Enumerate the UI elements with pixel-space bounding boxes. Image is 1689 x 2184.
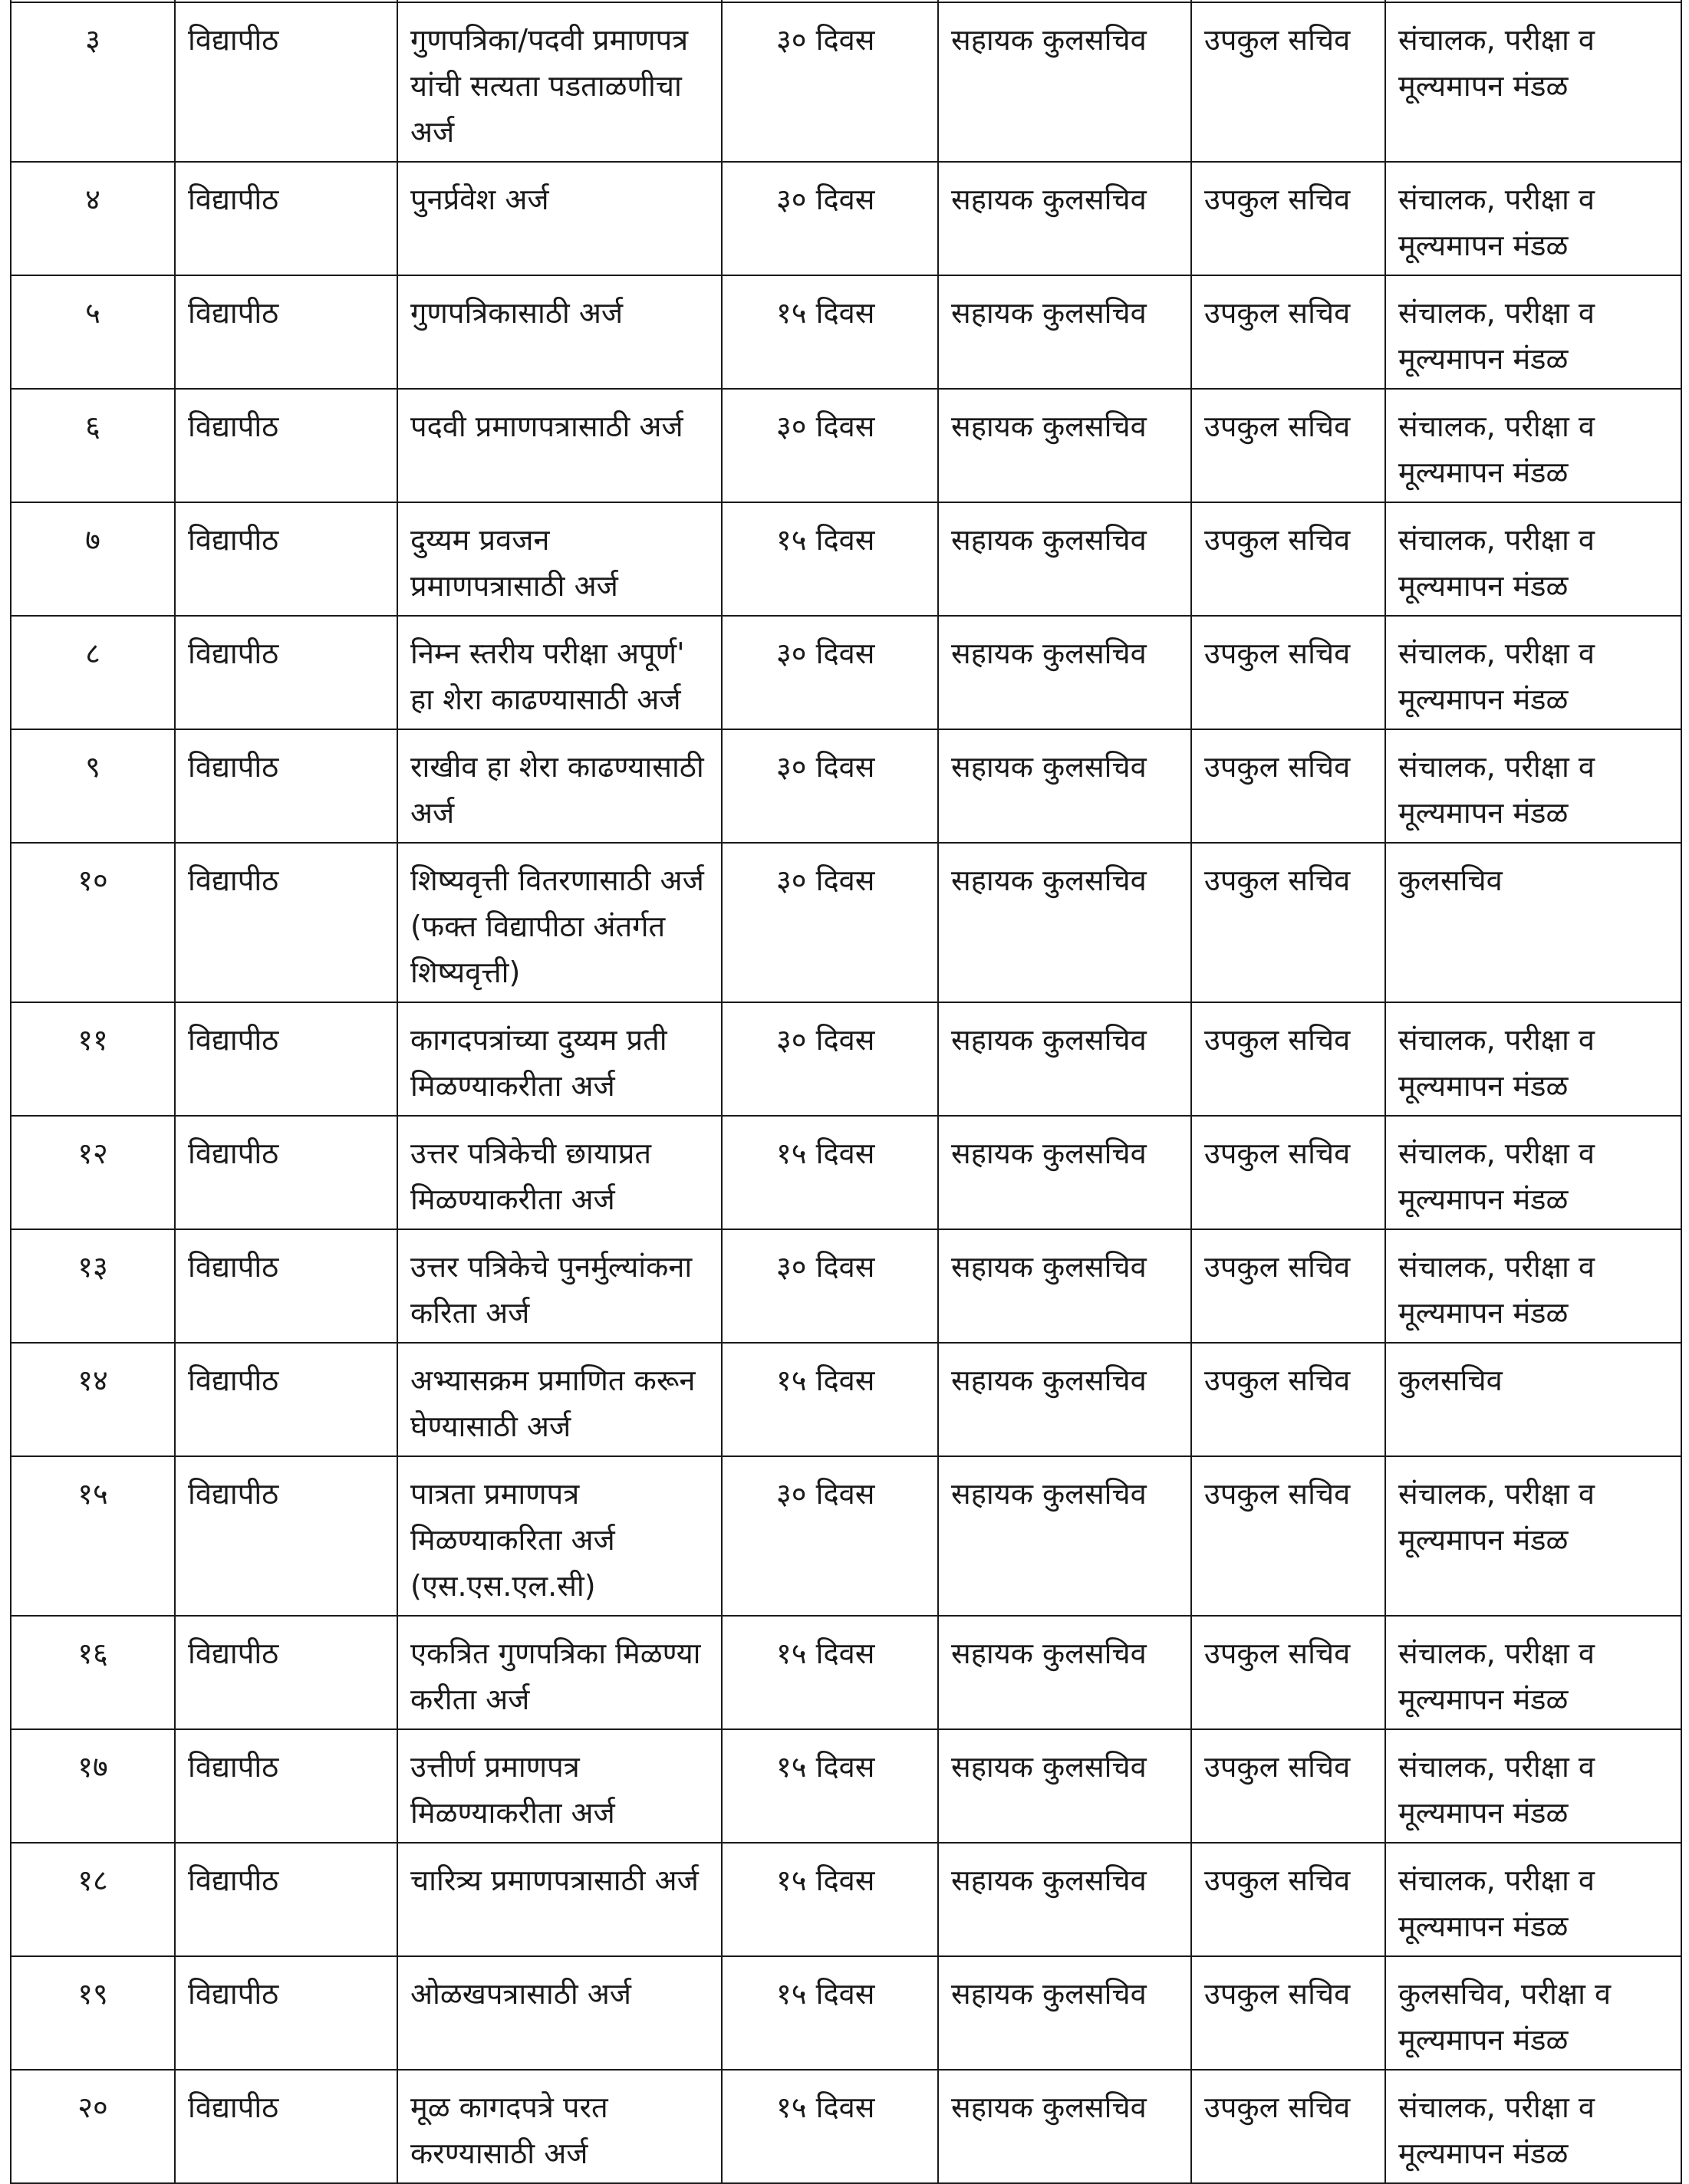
cell-designated-officer: सहायक कुलसचिव	[938, 162, 1191, 275]
cell-office: विद्यापीठ	[175, 1843, 397, 1956]
cell-designated-officer: सहायक कुलसचिव	[938, 1116, 1191, 1229]
table-row	[11, 275, 1681, 389]
cell-time-limit: १५ दिवस	[722, 2070, 938, 2183]
cell-first-appellate: उपकुल सचिव	[1191, 275, 1385, 389]
cell-serial-number: ११	[11, 1002, 175, 1116]
cell-designated-officer: सहायक कुलसचिव	[938, 275, 1191, 389]
cell-designated-officer: सहायक कुलसचिव	[938, 843, 1191, 1002]
table-row	[11, 1116, 1681, 1229]
cell-second-appellate: संचालक, परीक्षा व मूल्यमापन मंडळ	[1385, 275, 1681, 389]
table-row	[11, 2070, 1681, 2183]
cell-office: विद्यापीठ	[175, 1456, 397, 1616]
cell-second-appellate: संचालक, परीक्षा व मूल्यमापन मंडळ	[1385, 1456, 1681, 1616]
cell-service: राखीव हा शेरा काढण्यासाठी अर्ज	[397, 729, 722, 843]
cell-service: कागदपत्रांच्या दुय्यम प्रती मिळण्याकरीता अर्ज	[397, 1002, 722, 1116]
cell-second-appellate: संचालक, परीक्षा व मूल्यमापन मंडळ	[1385, 1616, 1681, 1729]
cell-time-limit: ३० दिवस	[722, 1456, 938, 1616]
cell-time-limit: ३० दिवस	[722, 1002, 938, 1116]
table-row	[11, 2, 1681, 162]
cell-first-appellate: उपकुल सचिव	[1191, 502, 1385, 616]
table-row	[11, 1956, 1681, 2070]
cell-second-appellate: संचालक, परीक्षा व मूल्यमापन मंडळ	[1385, 1229, 1681, 1343]
cell-time-limit: १५ दिवस	[722, 502, 938, 616]
cell-first-appellate: उपकुल सचिव	[1191, 1002, 1385, 1116]
cell-designated-officer: सहायक कुलसचिव	[938, 1616, 1191, 1729]
cell-office: विद्यापीठ	[175, 1116, 397, 1229]
cell-time-limit: ३० दिवस	[722, 2, 938, 162]
cell-office: विद्यापीठ	[175, 389, 397, 502]
cell-designated-officer: सहायक कुलसचिव	[938, 1002, 1191, 1116]
table-row	[11, 1343, 1681, 1456]
cell-second-appellate: कुलसचिव, परीक्षा व मूल्यमापन मंडळ	[1385, 1956, 1681, 2070]
cell-designated-officer: सहायक कुलसचिव	[938, 2, 1191, 162]
table-row	[11, 1229, 1681, 1343]
cell-service: चारित्र्य प्रमाणपत्रासाठी अर्ज	[397, 1843, 722, 1956]
table-row	[11, 162, 1681, 275]
cell-second-appellate: संचालक, परीक्षा व मूल्यमापन मंडळ	[1385, 162, 1681, 275]
cell-serial-number: १४	[11, 1343, 175, 1456]
cell-service: उत्तीर्ण प्रमाणपत्र मिळण्याकरीता अर्ज	[397, 1729, 722, 1843]
cell-service: पदवी प्रमाणपत्रासाठी अर्ज	[397, 389, 722, 502]
cell-office: विद्यापीठ	[175, 1729, 397, 1843]
cell-designated-officer: सहायक कुलसचिव	[938, 2070, 1191, 2183]
cell-first-appellate: उपकुल सचिव	[1191, 1616, 1385, 1729]
cell-serial-number: १०	[11, 843, 175, 1002]
cell-designated-officer: सहायक कुलसचिव	[938, 1229, 1191, 1343]
table-row	[11, 1456, 1681, 1616]
cell-first-appellate: उपकुल सचिव	[1191, 1456, 1385, 1616]
cell-serial-number: ४	[11, 162, 175, 275]
cell-first-appellate: उपकुल सचिव	[1191, 616, 1385, 729]
cell-office: विद्यापीठ	[175, 729, 397, 843]
table-row	[11, 1002, 1681, 1116]
cell-serial-number: १२	[11, 1116, 175, 1229]
cell-second-appellate: संचालक, परीक्षा व मूल्यमापन मंडळ	[1385, 1002, 1681, 1116]
cell-time-limit: १५ दिवस	[722, 275, 938, 389]
cell-office: विद्यापीठ	[175, 616, 397, 729]
table-row	[11, 843, 1681, 1002]
cell-time-limit: १५ दिवस	[722, 1343, 938, 1456]
cell-service: मूळ कागदपत्रे परत करण्यासाठी अर्ज	[397, 2070, 722, 2183]
cell-office: विद्यापीठ	[175, 843, 397, 1002]
cell-serial-number: १७	[11, 1729, 175, 1843]
cell-service: अभ्यासक्रम प्रमाणित करून घेण्यासाठी अर्ज	[397, 1343, 722, 1456]
cell-service: पात्रता प्रमाणपत्र मिळण्याकरिता अर्ज (एस.एस.एल.सी)	[397, 1456, 722, 1616]
table-row	[11, 502, 1681, 616]
cell-first-appellate: उपकुल सचिव	[1191, 1343, 1385, 1456]
cell-designated-officer: सहायक कुलसचिव	[938, 616, 1191, 729]
cell-serial-number: १५	[11, 1456, 175, 1616]
cell-serial-number: ३	[11, 2, 175, 162]
cell-designated-officer: सहायक कुलसचिव	[938, 1456, 1191, 1616]
cell-second-appellate: संचालक, परीक्षा व मूल्यमापन मंडळ	[1385, 729, 1681, 843]
cell-office: विद्यापीठ	[175, 2, 397, 162]
cell-time-limit: १५ दिवस	[722, 1729, 938, 1843]
cell-office: विद्यापीठ	[175, 1616, 397, 1729]
cell-second-appellate: संचालक, परीक्षा व मूल्यमापन मंडळ	[1385, 389, 1681, 502]
cell-office: विद्यापीठ	[175, 1002, 397, 1116]
cell-service: उत्तर पत्रिकेची छायाप्रत मिळण्याकरीता अर्ज	[397, 1116, 722, 1229]
cell-serial-number: १३	[11, 1229, 175, 1343]
cell-first-appellate: उपकुल सचिव	[1191, 2, 1385, 162]
cell-second-appellate: संचालक, परीक्षा व मूल्यमापन मंडळ	[1385, 1116, 1681, 1229]
cell-first-appellate: उपकुल सचिव	[1191, 1116, 1385, 1229]
cell-first-appellate: उपकुल सचिव	[1191, 162, 1385, 275]
cell-serial-number: ५	[11, 275, 175, 389]
cell-first-appellate: उपकुल सचिव	[1191, 389, 1385, 502]
cell-office: विद्यापीठ	[175, 162, 397, 275]
cell-service: एकत्रित गुणपत्रिका मिळण्या करीता अर्ज	[397, 1616, 722, 1729]
cell-designated-officer: सहायक कुलसचिव	[938, 1729, 1191, 1843]
cell-time-limit: १५ दिवस	[722, 1843, 938, 1956]
cell-second-appellate: कुलसचिव	[1385, 843, 1681, 1002]
cell-serial-number: ७	[11, 502, 175, 616]
cell-designated-officer: सहायक कुलसचिव	[938, 729, 1191, 843]
cell-time-limit: ३० दिवस	[722, 729, 938, 843]
cell-serial-number: २०	[11, 2070, 175, 2183]
cell-serial-number: १६	[11, 1616, 175, 1729]
cell-first-appellate: उपकुल सचिव	[1191, 843, 1385, 1002]
services-table-body	[11, 0, 1681, 2183]
cell-time-limit: ३० दिवस	[722, 616, 938, 729]
cell-office: विद्यापीठ	[175, 1229, 397, 1343]
cell-time-limit: १५ दिवस	[722, 1956, 938, 2070]
cell-serial-number: १९	[11, 1956, 175, 2070]
cell-first-appellate: उपकुल सचिव	[1191, 1956, 1385, 2070]
cell-service: उत्तर पत्रिकेचे पुनर्मुल्यांकना करिता अर्ज	[397, 1229, 722, 1343]
table-row	[11, 1843, 1681, 1956]
cell-second-appellate: संचालक, परीक्षा व मूल्यमापन मंडळ	[1385, 502, 1681, 616]
cell-designated-officer: सहायक कुलसचिव	[938, 1843, 1191, 1956]
cell-first-appellate: उपकुल सचिव	[1191, 1229, 1385, 1343]
cell-first-appellate: उपकुल सचिव	[1191, 729, 1385, 843]
cell-time-limit: १५ दिवस	[722, 1616, 938, 1729]
cell-service: दुय्यम प्रवजन प्रमाणपत्रासाठी अर्ज	[397, 502, 722, 616]
cell-second-appellate: संचालक, परीक्षा व मूल्यमापन मंडळ	[1385, 1729, 1681, 1843]
cell-second-appellate: संचालक, परीक्षा व मूल्यमापन मंडळ	[1385, 2, 1681, 162]
table-row	[11, 616, 1681, 729]
cell-designated-officer: सहायक कुलसचिव	[938, 389, 1191, 502]
cell-second-appellate: संचालक, परीक्षा व मूल्यमापन मंडळ	[1385, 616, 1681, 729]
cell-first-appellate: उपकुल सचिव	[1191, 1843, 1385, 1956]
cell-time-limit: १५ दिवस	[722, 1116, 938, 1229]
cell-designated-officer: सहायक कुलसचिव	[938, 502, 1191, 616]
cell-office: विद्यापीठ	[175, 1343, 397, 1456]
services-table	[10, 0, 1682, 2184]
cell-time-limit: ३० दिवस	[722, 162, 938, 275]
table-row	[11, 729, 1681, 843]
cell-office: विद्यापीठ	[175, 275, 397, 389]
cell-time-limit: ३० दिवस	[722, 843, 938, 1002]
cell-office: विद्यापीठ	[175, 502, 397, 616]
cell-service: पुनर्प्रवेश अर्ज	[397, 162, 722, 275]
cell-service: गुणपत्रिकासाठी अर्ज	[397, 275, 722, 389]
cell-office: विद्यापीठ	[175, 1956, 397, 2070]
table-row	[11, 389, 1681, 502]
cell-service: गुणपत्रिका/पदवी प्रमाणपत्र यांची सत्यता पडताळणीचा अर्ज	[397, 2, 722, 162]
cell-designated-officer: सहायक कुलसचिव	[938, 1956, 1191, 2070]
cell-first-appellate: उपकुल सचिव	[1191, 1729, 1385, 1843]
cell-time-limit: ३० दिवस	[722, 1229, 938, 1343]
cell-second-appellate: कुलसचिव	[1385, 1343, 1681, 1456]
cell-serial-number: १८	[11, 1843, 175, 1956]
cell-service: निम्न स्तरीय परीक्षा अपूर्ण' हा शेरा काढण्यासाठी अर्ज	[397, 616, 722, 729]
cell-first-appellate: उपकुल सचिव	[1191, 2070, 1385, 2183]
cell-service: शिष्यवृत्ती वितरणासाठी अर्ज (फक्त विद्यापीठा अंतर्गत शिष्यवृत्ती)	[397, 843, 722, 1002]
cell-second-appellate: संचालक, परीक्षा व मूल्यमापन मंडळ	[1385, 1843, 1681, 1956]
cell-service: ओळखपत्रासाठी अर्ज	[397, 1956, 722, 2070]
cell-serial-number: ६	[11, 389, 175, 502]
cell-second-appellate: संचालक, परीक्षा व मूल्यमापन मंडळ	[1385, 2070, 1681, 2183]
table-row	[11, 1616, 1681, 1729]
cell-serial-number: ८	[11, 616, 175, 729]
table-row	[11, 1729, 1681, 1843]
cell-time-limit: ३० दिवस	[722, 389, 938, 502]
cell-office: विद्यापीठ	[175, 2070, 397, 2183]
cell-designated-officer: सहायक कुलसचिव	[938, 1343, 1191, 1456]
cell-serial-number: ९	[11, 729, 175, 843]
